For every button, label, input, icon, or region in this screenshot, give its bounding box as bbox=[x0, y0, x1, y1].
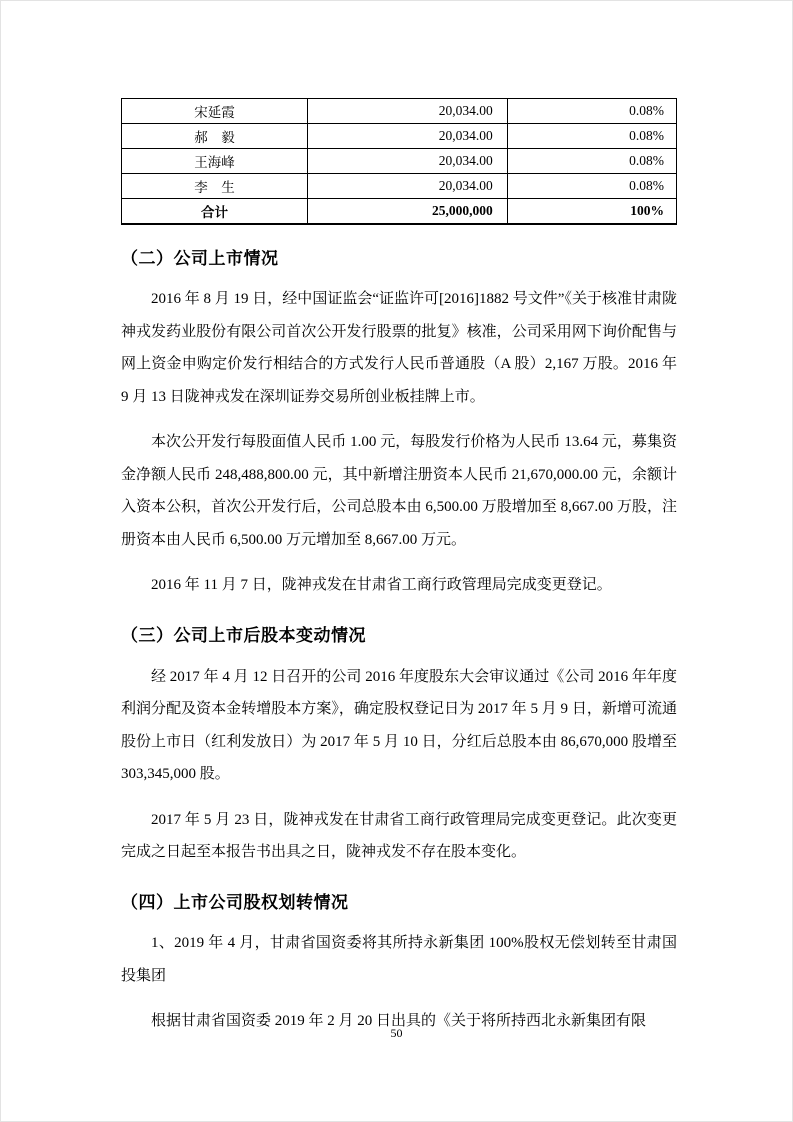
table-total-row bbox=[122, 199, 677, 224]
shareholder-percent: 0.08% bbox=[507, 99, 676, 124]
paragraph: 经 2017 年 4 月 12 日召开的公司 2016 年度股东大会审议通过《公司 2016 年年度利润分配及资本金转增股本方案》，确定股权登记日为 2017 年 5 月 9 日，新增可流通股份上市日（红利发放日）为 2017 年 5 月 10 日，分红后总股本由 86,670,000 股增至 303,345,000 股。 bbox=[121, 668, 677, 783]
shareholder-name: 王海峰 bbox=[122, 149, 308, 174]
table-row bbox=[122, 149, 677, 174]
shareholder-name: 宋延霞 bbox=[122, 99, 308, 124]
table-row bbox=[122, 174, 677, 199]
shareholder-name: 李 生 bbox=[122, 174, 308, 199]
paragraph: 1、2019 年 4 月，甘肃省国资委将其所持永新集团 100%股权无偿划转至甘肃国投集团 bbox=[121, 935, 677, 984]
shareholder-shares: 20,034.00 bbox=[307, 174, 507, 199]
paragraph: 2016 年 8 月 19 日，经中国证监会“证监许可[2016]1882 号文件”《关于核准甘肃陇神戎发药业股份有限公司首次公开发行股票的批复》核准，公司采用网下询价配售与网上资金申购定价发行相结合的方式发行人民币普通股（A 股）2,167 万股。2016 年 9 月 13 日陇神戎发在深圳证券交易所创业板挂牌上市。 bbox=[121, 291, 677, 405]
table-row bbox=[122, 124, 677, 149]
paragraph: 本次公开发行每股面值人民币 1.00 元，每股发行价格为人民币 13.64 元，募集资金净额人民币 248,488,800.00 元，其中新增注册资本人民币 21,670,000.00 元，余额计入资本公积，首次公开发行后，公司总股本由 6,500.00 万股增加至 8,667.00 万股，注册资本由人民币 6,500.00 万元增加至 8,667.00 万元。 bbox=[121, 434, 677, 548]
page-number: 50 bbox=[390, 1026, 403, 1040]
page-content bbox=[121, 98, 677, 1038]
shareholder-shares: 20,034.00 bbox=[307, 99, 507, 124]
shareholder-table bbox=[121, 98, 677, 225]
total-shares: 25,000,000 bbox=[307, 199, 507, 224]
table-row bbox=[122, 99, 677, 124]
section-heading: （三）公司上市后股本变动情况 bbox=[121, 625, 366, 645]
paragraph: 2017 年 5 月 23 日，陇神戎发在甘肃省工商行政管理局完成变更登记。此次变更完成之日起至本报告书出具之日，陇神戎发不存在股本变化。 bbox=[121, 811, 677, 861]
shareholder-percent: 0.08% bbox=[507, 149, 676, 174]
shareholder-percent: 0.08% bbox=[507, 174, 676, 199]
shareholder-shares: 20,034.00 bbox=[307, 149, 507, 174]
section-equity-transfer bbox=[121, 891, 677, 1038]
shareholder-name: 郝 毅 bbox=[122, 124, 308, 149]
total-percent: 100% bbox=[507, 199, 676, 224]
section-company-listing bbox=[121, 247, 677, 602]
shareholder-percent: 0.08% bbox=[507, 124, 676, 149]
section-heading: （四）上市公司股权划转情况 bbox=[121, 892, 349, 912]
paragraph: 2016 年 11 月 7 日，陇神戎发在甘肃省工商行政管理局完成变更登记。 bbox=[151, 577, 612, 594]
section-capital-change bbox=[121, 624, 677, 869]
shareholder-shares: 20,034.00 bbox=[307, 124, 507, 149]
paragraph: 根据甘肃省国资委 2019 年 2 月 20 日出具的《关于将所持西北永新集团有限 bbox=[151, 1013, 647, 1030]
total-label: 合计 bbox=[122, 199, 308, 224]
section-heading: （二）公司上市情况 bbox=[121, 248, 279, 268]
